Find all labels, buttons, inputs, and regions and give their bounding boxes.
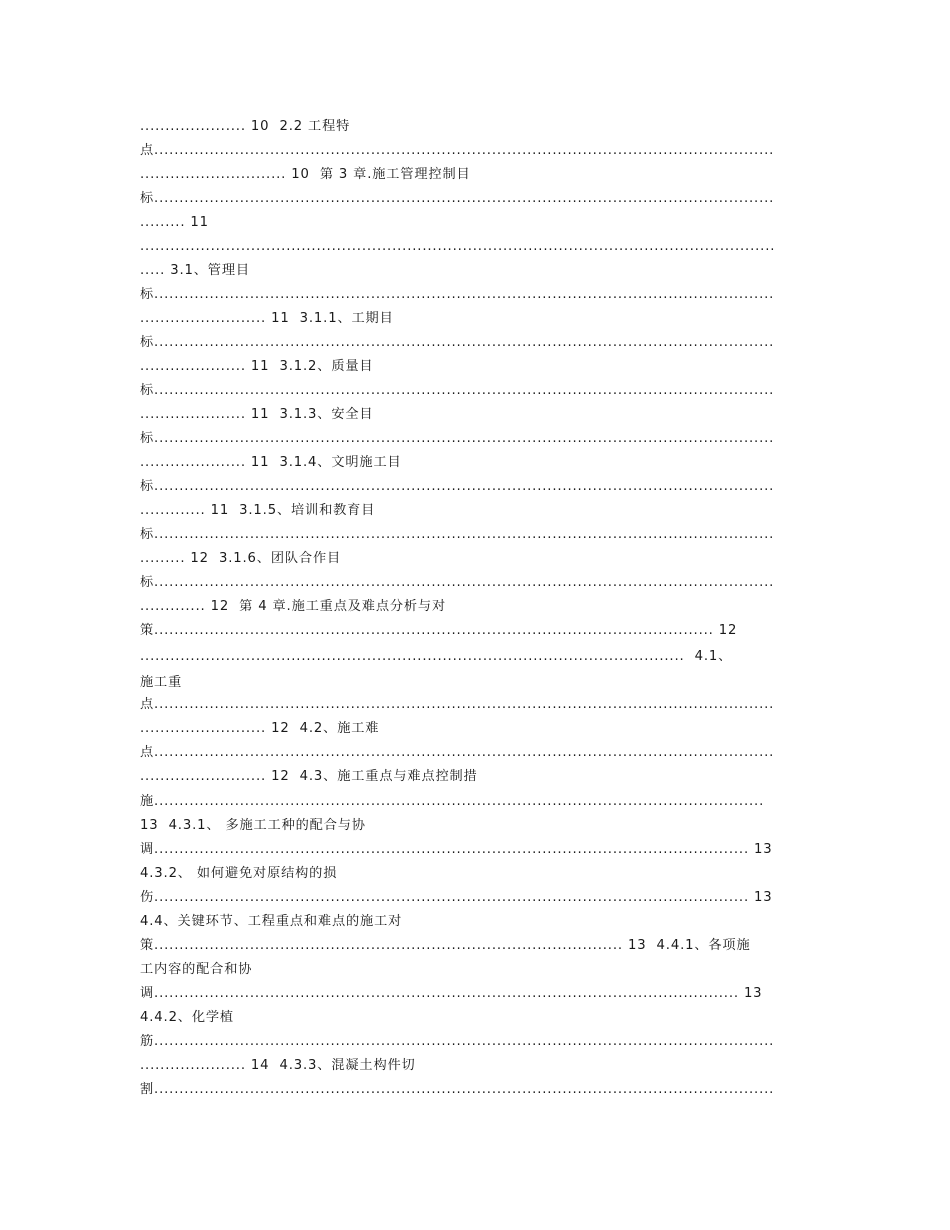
- toc-line: ............. 12 第 4 章.施工重点及难点分析与对: [140, 599, 447, 614]
- toc-line: 策............................................................................................. 13 4.4.1、各项施: [140, 938, 751, 953]
- toc-line: 策............................................................................................................... 12: [140, 623, 738, 638]
- toc-line: 标...........................................................................................................................: [140, 575, 775, 590]
- toc-line: 标...........................................................................................................................: [140, 527, 775, 542]
- toc-line: ......... 12 3.1.6、团队合作目: [140, 551, 342, 566]
- toc-line: 点...........................................................................................................................: [140, 745, 775, 760]
- toc-line: 标...........................................................................................................................: [140, 287, 775, 302]
- toc-line: 标...........................................................................................................................: [140, 383, 775, 398]
- toc-line: ......................... 12 4.3、施工重点与难点控制措: [140, 769, 478, 784]
- toc-line: 筋...........................................................................................................................: [140, 1034, 775, 1049]
- toc-line: 工内容的配合和协: [140, 962, 253, 977]
- toc-line: 4.3.2、 如何避免对原结构的损: [140, 866, 338, 881]
- toc-line: ......................... 11 3.1.1、工期目: [140, 311, 394, 326]
- toc-line: ..................... 11 3.1.4、文明施工目: [140, 455, 402, 470]
- toc-line: ..................... 14 4.3.3、混凝土构件切: [140, 1058, 416, 1073]
- toc-line: ............................................................................................................ 4.1、: [140, 649, 733, 664]
- toc-line: ..............................................................................................................................: [140, 239, 776, 254]
- toc-line: ......... 11: [140, 215, 209, 230]
- toc-line: 施工重: [140, 675, 183, 690]
- toc-line: ......................... 12 4.2、施工难: [140, 721, 380, 736]
- toc-line: 4.4.2、化学植: [140, 1010, 234, 1025]
- toc-line: 点...........................................................................................................................: [140, 143, 775, 158]
- toc-line: 割...........................................................................................................................: [140, 1082, 775, 1097]
- toc-line: 伤...................................................................................................................... 13: [140, 890, 773, 905]
- toc-line: 4.4、关键环节、工程重点和难点的施工对: [140, 914, 403, 929]
- toc-line: ..................... 11 3.1.2、质量目: [140, 359, 374, 374]
- toc-line: 标...........................................................................................................................: [140, 479, 775, 494]
- toc-line: ..................... 11 3.1.3、安全目: [140, 407, 374, 422]
- toc-line: 标...........................................................................................................................: [140, 431, 775, 446]
- toc-line: 标...........................................................................................................................: [140, 191, 775, 206]
- toc-line: ............................. 10 第 3 章.施工管理控制目: [140, 167, 471, 182]
- toc-line: 调.................................................................................................................... 13: [140, 986, 763, 1001]
- toc-line: 调...................................................................................................................... 13: [140, 842, 773, 857]
- toc-line: ..... 3.1、管理目: [140, 263, 250, 278]
- toc-line: 施.........................................................................................................................: [140, 794, 765, 809]
- toc-line: 点...........................................................................................................................: [140, 697, 775, 712]
- toc-line: 13 4.3.1、 多施工工种的配合与协: [140, 818, 366, 833]
- toc-line: 标...........................................................................................................................: [140, 335, 775, 350]
- toc-line: ............. 11 3.1.5、培训和教育目: [140, 503, 376, 518]
- toc-line: ..................... 10 2.2 工程特: [140, 119, 351, 134]
